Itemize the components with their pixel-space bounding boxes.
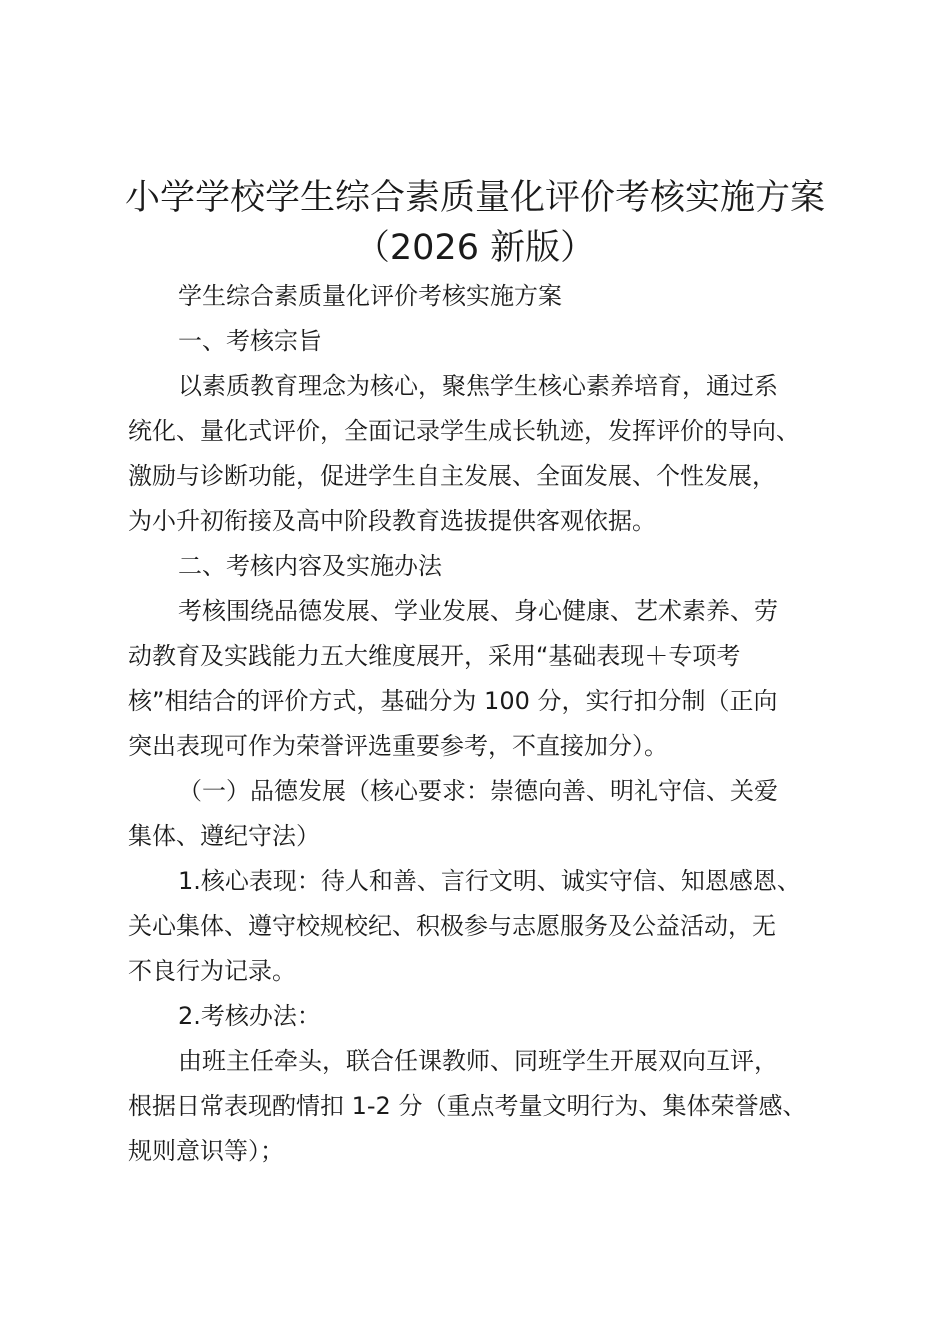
paragraph-line: 1.核心表现：待人和善、言行文明、诚实守信、知恩感恩、 bbox=[178, 867, 801, 895]
paragraph-line: 统化、量化式评价，全面记录学生成长轨迹，发挥评价的导向、 bbox=[128, 417, 800, 445]
paragraph-line: 突出表现可作为荣誉评选重要参考，不直接加分）。 bbox=[128, 732, 668, 760]
paragraph-line: 核”相结合的评价方式，基础分为 100 分，实行扣分制（正向 bbox=[128, 687, 778, 715]
section-heading-1: 一、考核宗旨 bbox=[178, 327, 322, 355]
paragraph-line: 激励与诊断功能，促进学生自主发展、全面发展、个性发展， bbox=[128, 462, 776, 490]
paragraph-line: 规则意识等）； bbox=[128, 1137, 284, 1165]
paragraph-line: 关心集体、遵守校规校纪、积极参与志愿服务及公益活动，无 bbox=[128, 912, 776, 940]
paragraph-line: 以素质教育理念为核心，聚焦学生核心素养培育，通过系 bbox=[178, 372, 778, 400]
paragraph-line: 由班主任牵头，联合任课教师、同班学生开展双向互评， bbox=[178, 1047, 778, 1075]
paragraph-line: 为小升初衔接及高中阶段教育选拔提供客观依据。 bbox=[128, 507, 656, 535]
item-heading: 2.考核办法： bbox=[178, 1002, 321, 1030]
paragraph-line: 考核围绕品德发展、学业发展、身心健康、艺术素养、劳 bbox=[178, 597, 778, 625]
document-title: 小学学校学生综合素质量化评价考核实施方案 bbox=[124, 178, 825, 218]
paragraph-line: 根据日常表现酌情扣 1-2 分（重点考量文明行为、集体荣誉感、 bbox=[128, 1092, 807, 1120]
paragraph-line: 动教育及实践能力五大维度展开，采用“基础表现＋专项考 bbox=[128, 642, 741, 670]
document-title-edition: （2026 新版） bbox=[354, 228, 596, 268]
section-heading-2: 二、考核内容及实施办法 bbox=[178, 552, 442, 580]
subsection-heading: （一）品德发展（核心要求：崇德向善、明礼守信、关爱 bbox=[178, 777, 778, 805]
subsection-heading-cont: 集体、遵纪守法） bbox=[128, 822, 320, 850]
subtitle-line: 学生综合素质量化评价考核实施方案 bbox=[178, 282, 562, 310]
paragraph-line: 不良行为记录。 bbox=[128, 957, 296, 985]
